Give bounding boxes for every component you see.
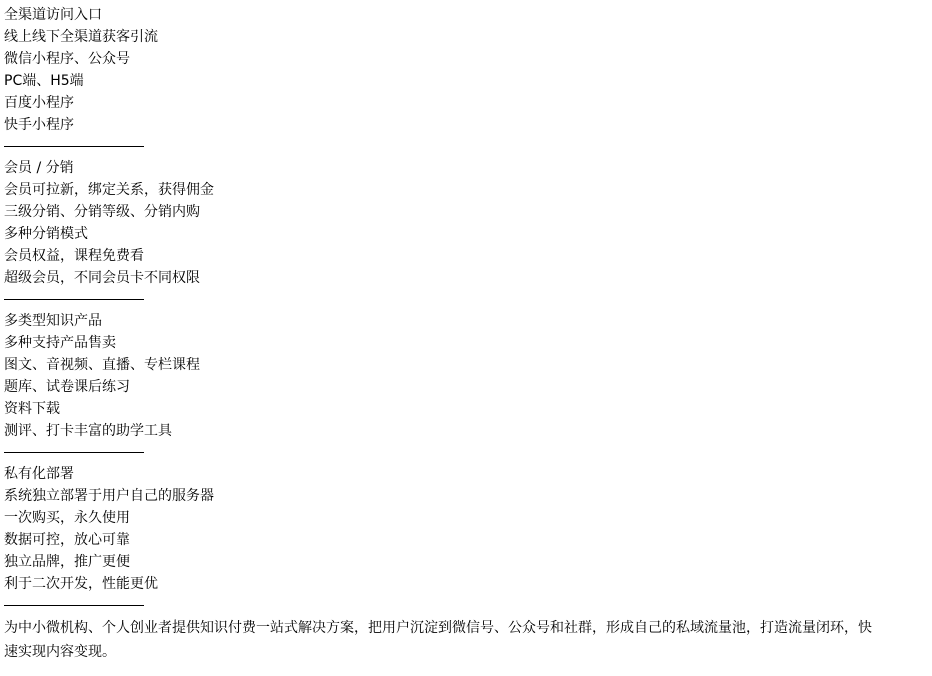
- section-heading: 私有化部署: [4, 466, 74, 482]
- section-line: 图文、音视频、直播、专栏课程: [4, 357, 200, 373]
- section-divider: [4, 299, 144, 300]
- section-line: 多种支持产品售卖: [4, 335, 116, 351]
- section-heading: 全渠道访问入口: [4, 7, 102, 23]
- section-heading: 多类型知识产品: [4, 313, 102, 329]
- section-line: 一次购买，永久使用: [4, 510, 130, 526]
- section-line: PC端、H5端: [4, 73, 84, 89]
- section-line: 利于二次开发，性能更优: [4, 576, 158, 592]
- section-line: 微信小程序、公众号: [4, 51, 130, 67]
- section-line: 百度小程序: [4, 95, 74, 111]
- section-line: 题库、试卷课后练习: [4, 379, 130, 395]
- section-member-distribution: [4, 157, 932, 289]
- section-heading: 会员 / 分销: [4, 160, 74, 176]
- section-line: 数据可控，放心可靠: [4, 532, 130, 548]
- section-private-deployment: [4, 463, 932, 595]
- section-omnichannel: [4, 4, 932, 136]
- section-knowledge-products: [4, 310, 932, 442]
- section-line: 多种分销模式: [4, 226, 88, 242]
- section-line: 超级会员，不同会员卡不同权限: [4, 270, 200, 286]
- summary-paragraph: 为中小微机构、个人创业者提供知识付费一站式解决方案，把用户沉淀到微信号、公众号和社群，形成自己的私域流量池，打造流量闭环，快速实现内容变现。: [4, 620, 872, 660]
- section-line: 会员可拉新，绑定关系，获得佣金: [4, 182, 214, 198]
- section-line: 资料下载: [4, 401, 60, 417]
- section-line: 三级分销、分销等级、分销内购: [4, 204, 200, 220]
- section-line: 独立品牌，推广更便: [4, 554, 130, 570]
- section-divider: [4, 146, 144, 147]
- section-divider: [4, 452, 144, 453]
- section-divider: [4, 605, 144, 606]
- section-line: 线上线下全渠道获客引流: [4, 29, 158, 45]
- section-line: 测评、打卡丰富的助学工具: [4, 423, 172, 439]
- section-line: 会员权益，课程免费看: [4, 248, 144, 264]
- section-line: 快手小程序: [4, 117, 74, 133]
- section-line: 系统独立部署于用户自己的服务器: [4, 488, 214, 504]
